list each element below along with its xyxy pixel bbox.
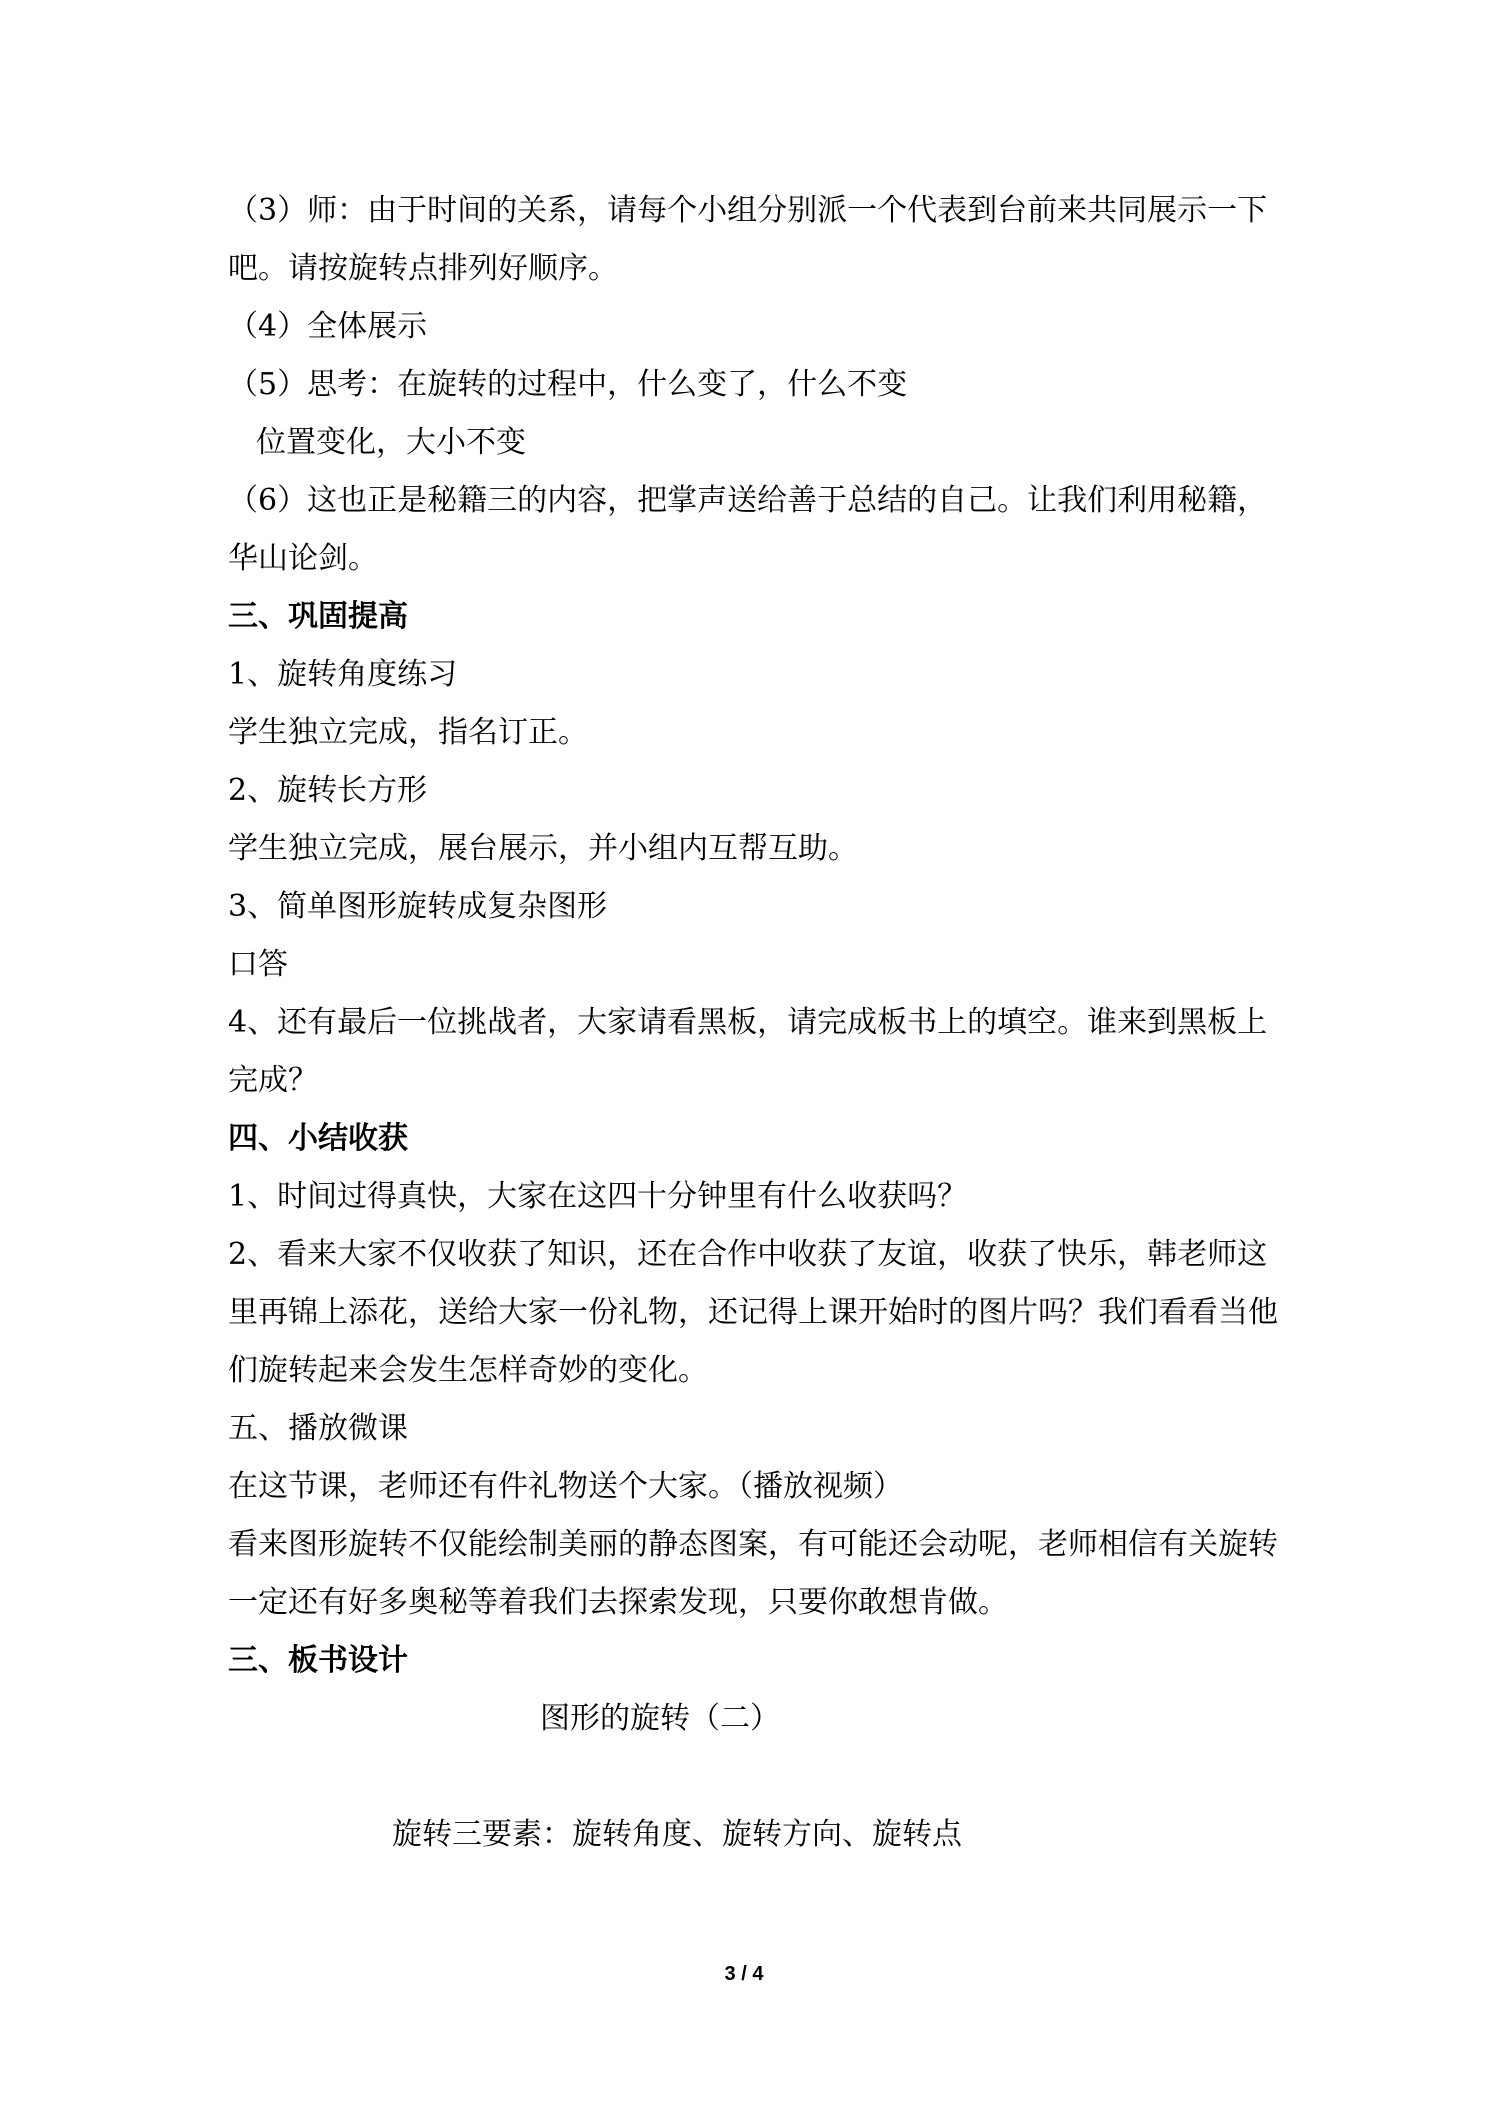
paragraph-line-18: 1、时间过得真快，大家在这四十分钟里有什么收获吗？	[228, 1179, 968, 1214]
section-heading-consolidate: 三、巩固提高	[228, 599, 408, 634]
paragraph-line-2: 吧。请按旋转点排列好顺序。	[228, 251, 618, 286]
paragraph-line-14: 口答	[228, 947, 288, 982]
section-heading-board-design: 三、板书设计	[228, 1643, 408, 1678]
paragraph-line-1: （3）师：由于时间的关系，请每个小组分别派一个代表到台前来共同展示一下	[228, 193, 1268, 228]
paragraph-line-16: 完成？	[228, 1063, 318, 1098]
paragraph-line-6: （6）这也正是秘籍三的内容，把掌声送给善于总结的自己。让我们利用秘籍，	[228, 483, 1268, 518]
paragraph-line-19: 2、看来大家不仅收获了知识，还在合作中收获了友谊，收获了快乐，韩老师这	[228, 1237, 1268, 1272]
paragraph-line-12: 学生独立完成，展台展示，并小组内互帮互助。	[228, 831, 858, 866]
paragraph-line-13: 3、简单图形旋转成复杂图形	[228, 889, 608, 924]
paragraph-line-21: 们旋转起来会发生怎样奇妙的变化。	[228, 1353, 708, 1388]
paragraph-line-20: 里再锦上添花，送给大家一份礼物，还记得上课开始时的图片吗？我们看看当他	[228, 1295, 1278, 1330]
board-subtitle: 旋转三要素：旋转角度、旋转方向、旋转点	[392, 1817, 962, 1852]
paragraph-line-15: 4、还有最后一位挑战者，大家请看黑板，请完成板书上的填空。谁来到黑板上	[228, 1005, 1268, 1040]
paragraph-line-9: 1、旋转角度练习	[228, 657, 458, 692]
paragraph-line-3: （4）全体展示	[228, 309, 428, 344]
paragraph-line-4: （5）思考：在旋转的过程中，什么变了，什么不变	[228, 367, 908, 402]
section-heading-microlesson: 五、播放微课	[228, 1411, 408, 1446]
paragraph-line-23: 在这节课，老师还有件礼物送个大家。（播放视频）	[228, 1469, 903, 1504]
paragraph-line-5: 位置变化，大小不变	[256, 425, 526, 460]
board-title: 图形的旋转（二）	[540, 1701, 780, 1736]
paragraph-line-11: 2、旋转长方形	[228, 773, 428, 808]
paragraph-line-10: 学生独立完成，指名订正。	[228, 715, 588, 750]
paragraph-line-24: 看来图形旋转不仅能绘制美丽的静态图案，有可能还会动呢，老师相信有关旋转	[228, 1527, 1278, 1562]
paragraph-line-7: 华山论剑。	[228, 541, 378, 576]
page-number: 3 / 4	[724, 1963, 764, 1985]
section-heading-summary: 四、小结收获	[228, 1121, 408, 1156]
paragraph-line-25: 一定还有好多奥秘等着我们去探索发现，只要你敢想肯做。	[228, 1585, 1008, 1620]
